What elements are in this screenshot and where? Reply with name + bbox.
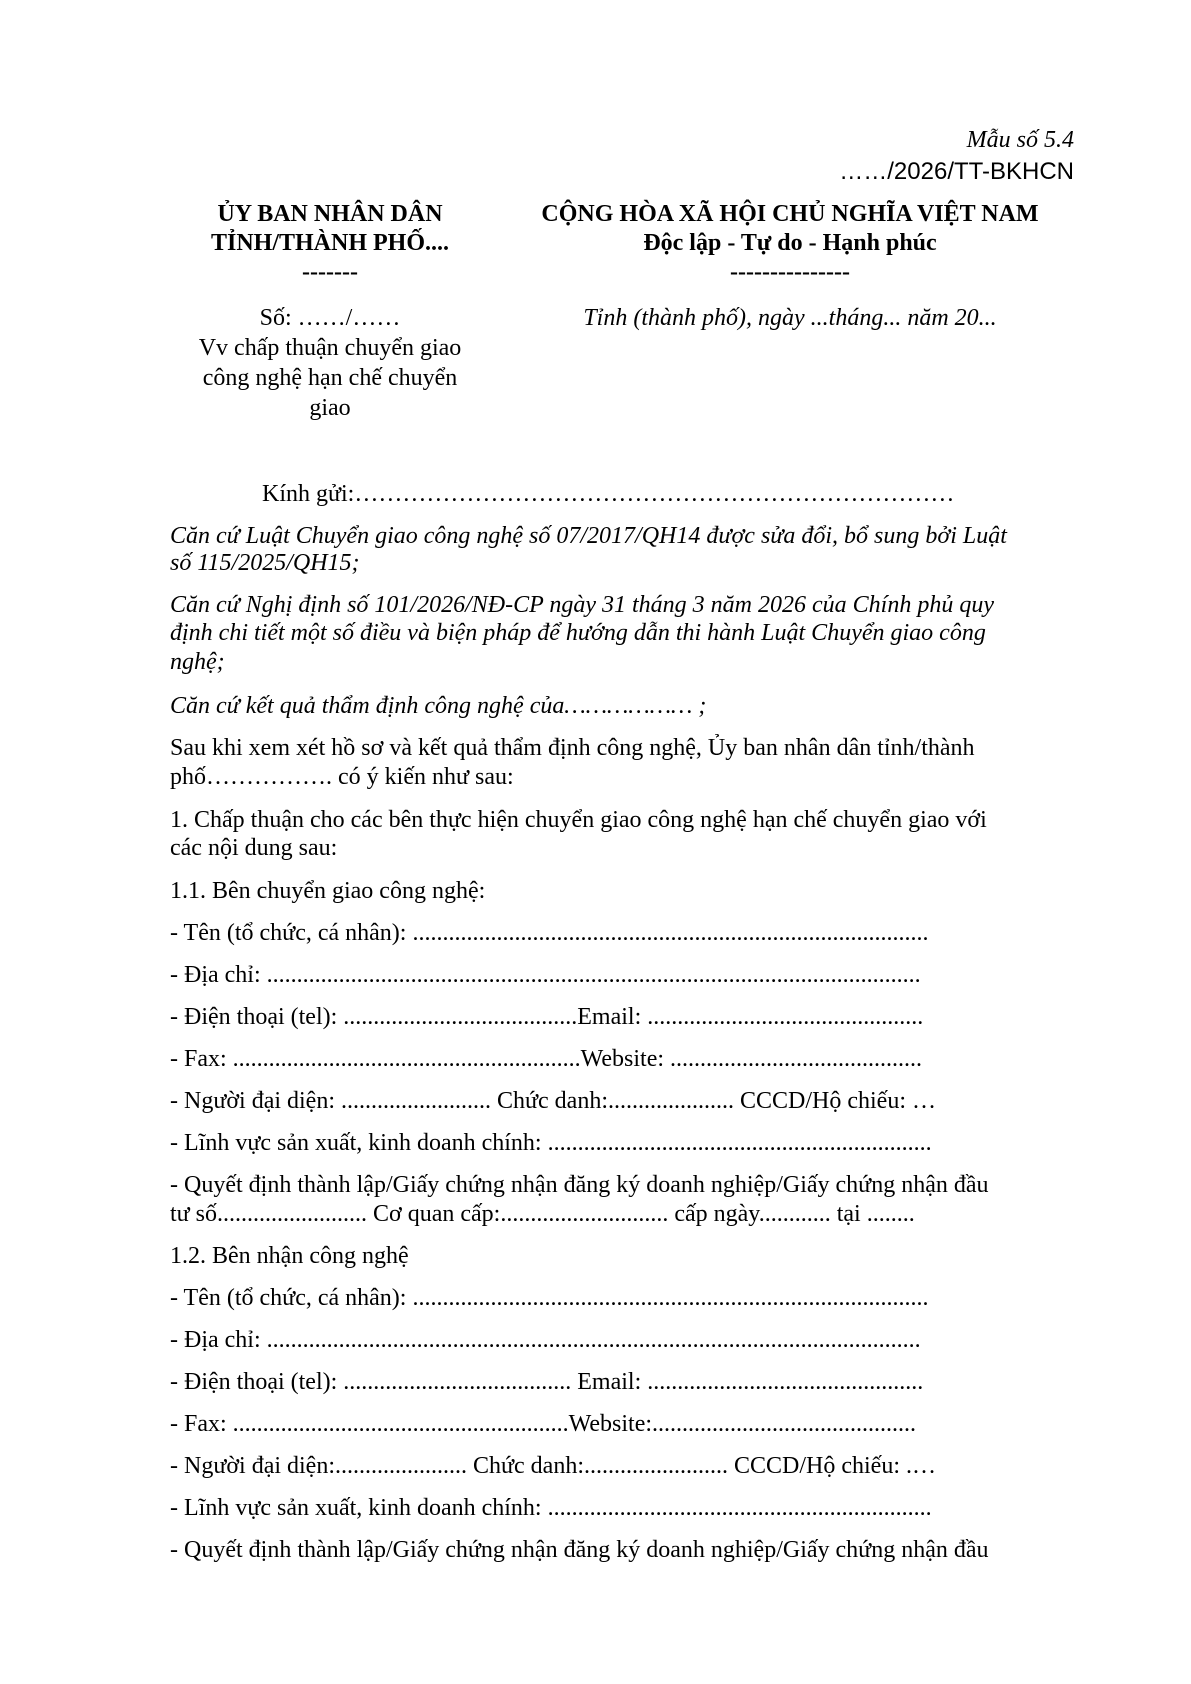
s11-representative: - Người đại diện: ......................... Chức danh:..................... CCCD/Hộ chiếu: … xyxy=(170,1088,936,1114)
s12-address: - Địa chỉ: ............................................................................................................. xyxy=(170,1327,921,1353)
s11-name: - Tên (tổ chức, cá nhân): ...................................................................................... xyxy=(170,920,929,946)
basis1-line2: số 115/2025/QH15; xyxy=(170,550,360,576)
subject-line3: giao xyxy=(309,395,351,421)
agency-divider: ------- xyxy=(302,259,358,285)
s11-decision-line1: - Quyết định thành lập/Giấy chứng nhận đăng ký doanh nghiệp/Giấy chứng nhận đầu xyxy=(170,1172,989,1198)
s12-name: - Tên (tổ chức, cá nhân): ...................................................................................... xyxy=(170,1285,929,1311)
basis3-line: Căn cứ kết quả thẩm định công nghệ của……………… ; xyxy=(170,693,707,719)
circular-number: ……/2026/TT-BKHCN xyxy=(839,158,1074,185)
s11-field: - Lĩnh vực sản xuất, kinh doanh chính: ................................................................ xyxy=(170,1130,932,1156)
nation-divider: --------------- xyxy=(730,259,850,285)
s12-representative: - Người đại diện:...................... Chức danh:........................ CCCD/Hộ chiếu: .… xyxy=(170,1453,936,1479)
s12-decision-line1: - Quyết định thành lập/Giấy chứng nhận đăng ký doanh nghiệp/Giấy chứng nhận đầu xyxy=(170,1537,989,1563)
basis2-line1: Căn cứ Nghị định số 101/2026/NĐ-CP ngày 31 tháng 3 năm 2026 của Chính phủ quy xyxy=(170,592,994,618)
s11-fax: - Fax: ..........................................................Website: .......................................... xyxy=(170,1046,923,1072)
item1-line2: các nội dung sau: xyxy=(170,835,338,861)
item1-line1: 1. Chấp thuận cho các bên thực hiện chuyển giao công nghệ hạn chế chuyển giao với xyxy=(170,807,987,833)
nation-motto: Độc lập - Tự do - Hạnh phúc xyxy=(643,230,937,256)
subject-line1: Vv chấp thuận chuyển giao xyxy=(198,335,462,361)
place-date: Tỉnh (thành phố), ngày ...tháng... năm 20... xyxy=(583,305,997,331)
form-number: Mẫu số 5.4 xyxy=(966,127,1074,153)
basis2-line3: nghệ; xyxy=(170,649,225,675)
intro-line1: Sau khi xem xét hồ sơ và kết quả thẩm định công nghệ, Ủy ban nhân dân tỉnh/thành xyxy=(170,735,975,761)
basis1-line1: Căn cứ Luật Chuyển giao công nghệ số 07/2017/QH14 được sửa đổi, bổ sung bởi Luật xyxy=(170,523,1007,549)
section-1-1-title: 1.1. Bên chuyển giao công nghệ: xyxy=(170,878,486,904)
basis2-line2: định chi tiết một số điều và biện pháp để hướng dẫn thi hành Luật Chuyển giao công xyxy=(170,620,986,646)
section-1-2-title: 1.2. Bên nhận công nghệ xyxy=(170,1243,409,1269)
s12-fax: - Fax: ........................................................Website:............................................ xyxy=(170,1411,917,1437)
recipient-line: Kính gửi:………………………………………………………………… xyxy=(262,481,955,507)
subject-line2: công nghệ hạn chế chuyển xyxy=(202,365,458,391)
intro-line2: phố……………. có ý kiến như sau: xyxy=(170,764,514,790)
s12-field: - Lĩnh vực sản xuất, kinh doanh chính: ................................................................ xyxy=(170,1495,932,1521)
s11-address: - Địa chỉ: ............................................................................................................. xyxy=(170,962,921,988)
agency-name-line1: ỦY BAN NHÂN DÂN xyxy=(217,201,443,227)
s11-phone: - Điện thoại (tel): .......................................Email: .............................................. xyxy=(170,1004,924,1030)
nation-title: CỘNG HÒA XÃ HỘI CHỦ NGHĨA VIỆT NAM xyxy=(541,201,1039,227)
agency-name-line2: TỈNH/THÀNH PHỐ.... xyxy=(210,230,450,256)
s11-decision-line2: tư số......................... Cơ quan cấp:............................ cấp ngày............ tại ........ xyxy=(170,1201,915,1227)
s12-phone: - Điện thoại (tel): ...................................... Email: .............................................. xyxy=(170,1369,924,1395)
document-number: Số: ……/…… xyxy=(259,305,401,331)
